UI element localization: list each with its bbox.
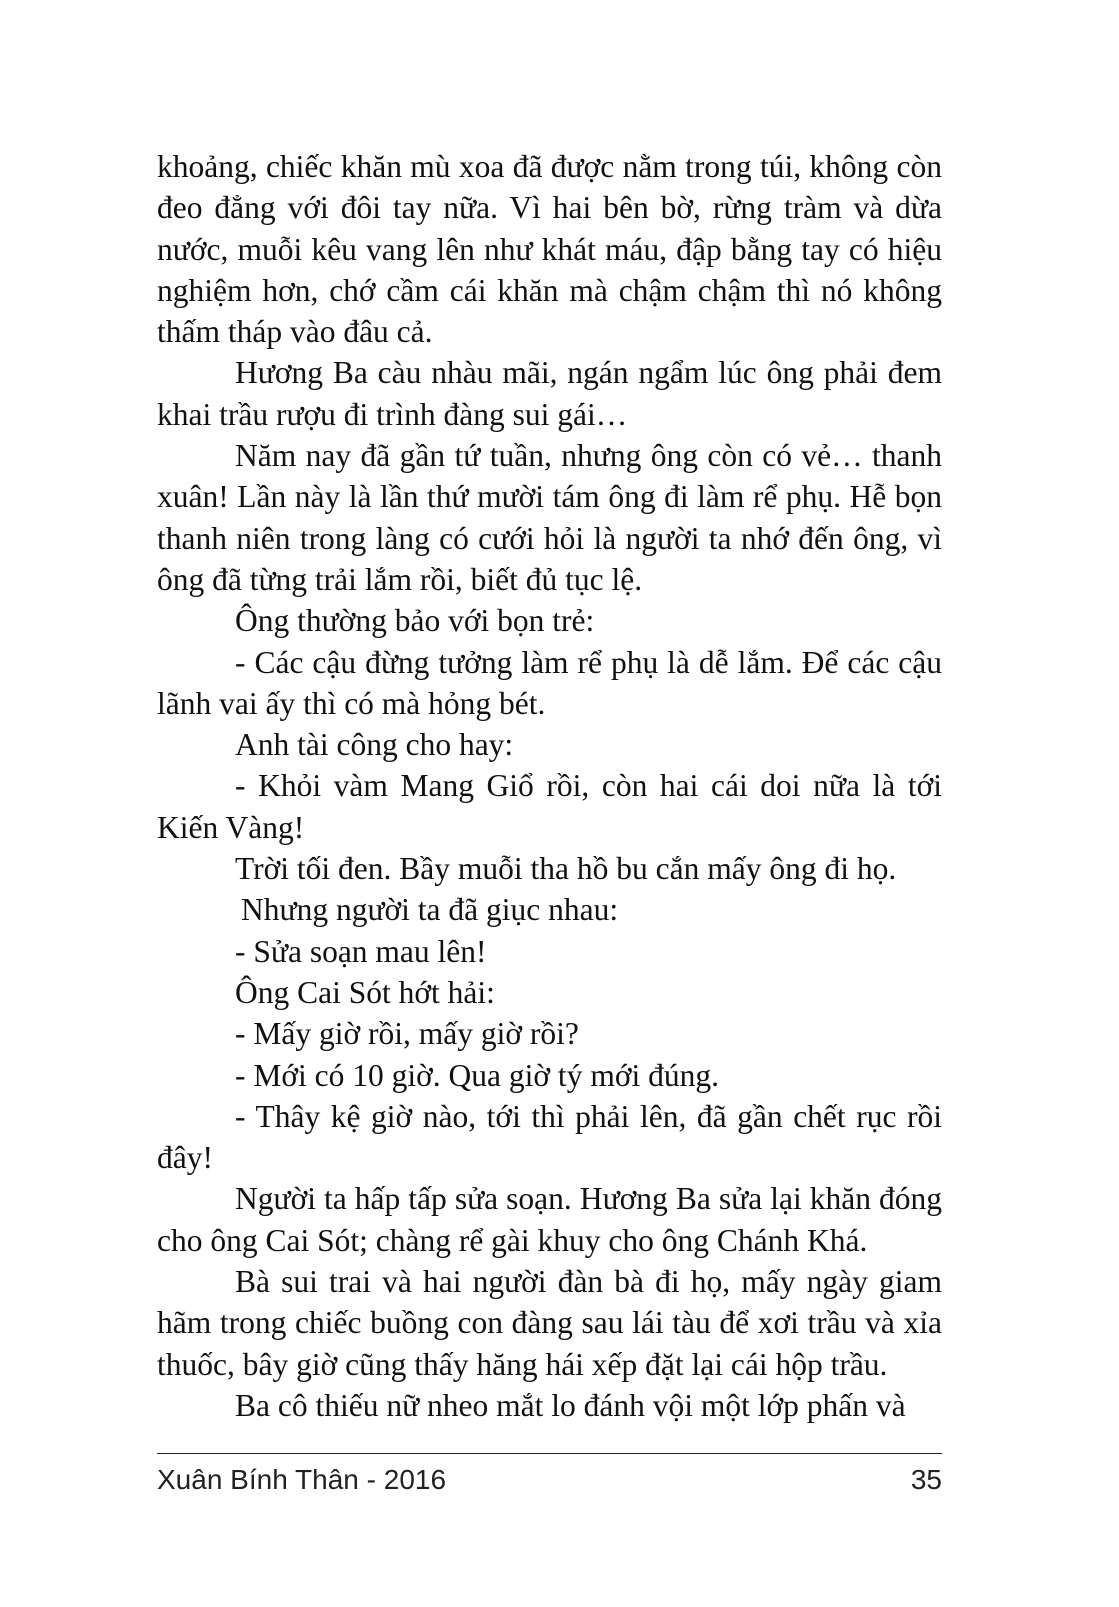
paragraph: Ông thường bảo với bọn trẻ: — [235, 603, 595, 639]
paragraph: - Mới có 10 giờ. Qua giờ tý mới đúng. — [235, 1057, 719, 1093]
paragraph: - Các cậu đừng tưởng làm rể phụ là dễ lắm. Để các cậu lãnh vai ấy thì có mà hỏng bét. — [157, 644, 942, 721]
paragraph: Hương Ba càu nhàu mãi, ngán ngẩm lúc ông phải đem khai trầu rượu đi trình đàng sui gái… — [157, 355, 942, 432]
paragraph: Bà sui trai và hai người đàn bà đi họ, mấy ngày giam hãm trong chiếc buồng con đàng sau lái tàu để xơi trầu và xỉa thuốc, bây giờ cũng thấy hăng hái xếp đặt lại cái hộp trầu. — [157, 1264, 942, 1382]
body-text — [157, 146, 942, 1426]
paragraph: khoảng, chiếc khăn mù xoa đã được nằm trong túi, không còn đeo đẳng với đôi tay nữa. Vì hai bên bờ, rừng tràm và dừa nước, muỗi kêu vang lên như khát máu, đập bằng tay có hiệu nghiệm hơn, chớ cầm cái khăn mà chậm chậm thì nó không thấm tháp vào đâu cả. — [157, 149, 942, 350]
paragraph: Anh tài công cho hay: — [235, 727, 514, 763]
paragraph: - Khỏi vàm Mang Giổ rồi, còn hai cái doi nữa là tới Kiến Vàng! — [157, 768, 942, 845]
paragraph: - Sửa soạn mau lên! — [235, 933, 487, 969]
footer-divider — [157, 1453, 942, 1454]
footer-publication-title: Xuân Bính Thân - 2016 — [157, 1464, 447, 1495]
paragraph: Người ta hấp tấp sửa soạn. Hương Ba sửa lại khăn đóng cho ông Cai Sót; chàng rể gài khuy cho ông Chánh Khá. — [157, 1181, 942, 1258]
paragraph: Nhưng người ta đã giục nhau: — [241, 892, 619, 928]
paragraph: - Thây kệ giờ nào, tới thì phải lên, đã gần chết rục rồi đây! — [157, 1098, 942, 1176]
paragraph: Ba cô thiếu nữ nheo mắt lo đánh vội một lớp phấn và — [235, 1387, 906, 1423]
paragraph: - Mấy giờ rồi, mấy giờ rồi? — [235, 1016, 579, 1052]
paragraph: Trời tối đen. Bầy muỗi tha hồ bu cắn mấy ông đi họ. — [235, 851, 897, 887]
paragraph: Năm nay đã gần tứ tuần, nhưng ông còn có vẻ… thanh xuân! Lần này là lần thứ mười tám ông đi làm rể phụ. Hễ bọn thanh niên trong làng có cưới hỏi là người ta nhớ đến ông, vì ông đã từng trải lắm rồi, biết đủ tục lệ. — [157, 438, 942, 597]
paragraph: Ông Cai Sót hớt hải: — [235, 974, 495, 1010]
page-number: 35 — [910, 1464, 942, 1495]
